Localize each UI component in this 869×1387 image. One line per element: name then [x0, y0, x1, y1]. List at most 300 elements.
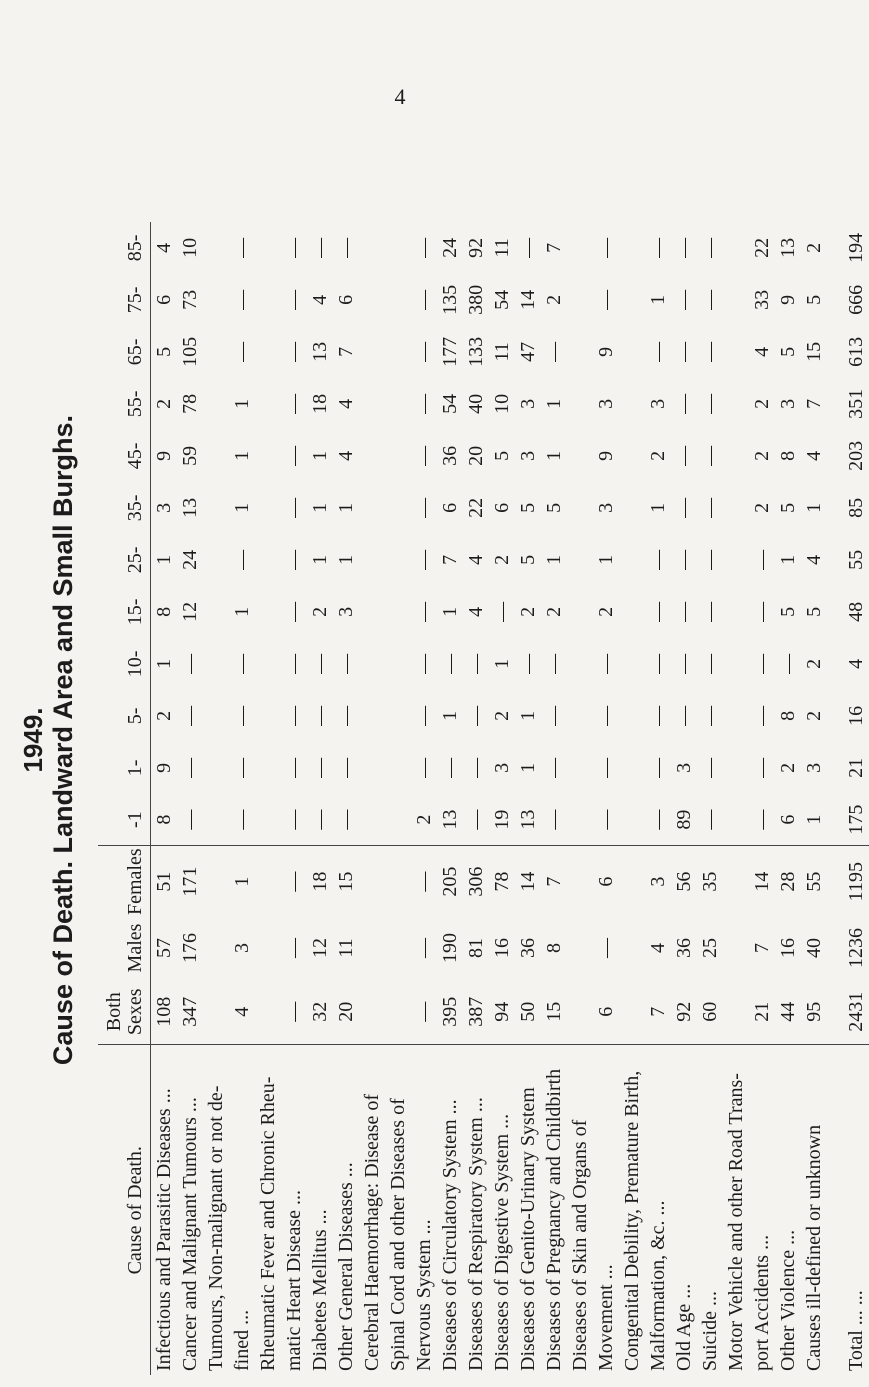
column-header: 5-	[98, 690, 151, 742]
total-cell: 16	[845, 705, 867, 726]
value-cell: —	[465, 757, 487, 778]
value-cell: 4	[647, 943, 669, 953]
value-cell: —	[335, 757, 357, 778]
value-cell: —	[595, 757, 617, 778]
value-cell: 2	[491, 710, 513, 721]
value-cell: 9	[595, 450, 617, 461]
total-row	[827, 222, 869, 1375]
value-cell: 15	[333, 846, 359, 917]
value-cell: 13	[309, 341, 331, 362]
value-cell: —	[359, 846, 437, 917]
value-cell: 3	[517, 450, 539, 461]
value-cell: —	[439, 757, 461, 778]
cause-cell: Diabetes Mellitus ...	[307, 1045, 333, 1375]
value-cell: 2	[803, 242, 825, 253]
column-header: Males	[98, 917, 151, 979]
cause-cell: Rheumatic Fever and Chronic Rheu-matic Heart Disease ...	[255, 1045, 307, 1375]
value-cell: 7	[647, 1006, 669, 1017]
value-cell: —	[777, 653, 799, 674]
value-cell: 16	[777, 938, 799, 958]
value-cell: 94	[491, 1001, 513, 1022]
value-cell: 3	[673, 762, 695, 773]
value-cell: 4	[803, 450, 825, 461]
column-header: 75-	[98, 274, 151, 326]
value-cell: 2	[413, 814, 435, 825]
value-cell: 5	[777, 606, 799, 617]
title-block	[18, 105, 80, 1375]
table-row	[541, 222, 567, 1375]
value-cell: 1	[203, 846, 255, 917]
value-cell: —	[335, 653, 357, 674]
value-cell: —	[231, 809, 253, 830]
total-cell: 351	[845, 388, 867, 419]
value-cell: —	[231, 341, 253, 362]
value-cell: —	[673, 289, 695, 310]
value-cell: —	[699, 549, 721, 570]
value-cell: 2	[595, 606, 617, 617]
value-cell: 1	[543, 398, 565, 409]
value-cell: —	[255, 846, 307, 917]
value-cell: 4	[751, 346, 773, 357]
value-cell: 1	[231, 606, 253, 617]
cause-cell: Diseases of Circulatory System ...	[437, 1045, 463, 1375]
value-cell: —	[595, 705, 617, 726]
value-cell: 5	[517, 554, 539, 565]
column-header: 10-	[98, 638, 151, 690]
total-cell: 666	[845, 284, 867, 315]
value-cell: 105	[179, 336, 201, 367]
table-row	[619, 222, 671, 1375]
value-cell: 1	[543, 554, 565, 565]
value-cell: 4	[153, 242, 175, 253]
value-cell: 4	[803, 554, 825, 565]
total-cell: 85	[845, 497, 867, 518]
value-cell: —	[335, 809, 357, 830]
value-cell: 73	[179, 289, 201, 310]
value-cell: —	[543, 757, 565, 778]
value-cell: 5	[543, 502, 565, 513]
table-row	[463, 222, 489, 1375]
value-cell: —	[543, 705, 565, 726]
value-cell: —	[283, 549, 305, 570]
value-cell: 5	[803, 294, 825, 305]
value-cell: 3	[153, 502, 175, 513]
table-row	[515, 222, 541, 1375]
value-cell: —	[231, 757, 253, 778]
column-header: 35-	[98, 482, 151, 534]
total-cell: 194	[845, 232, 867, 263]
value-cell: 33	[751, 289, 773, 310]
cause-cell: Other General Diseases ...	[333, 1045, 359, 1375]
value-cell: 6	[335, 294, 357, 305]
table-row	[203, 222, 255, 1375]
value-cell: 8	[153, 814, 175, 825]
value-cell: 56	[671, 846, 697, 917]
value-cell: 81	[465, 938, 487, 958]
total-cell: 4	[845, 658, 867, 669]
value-cell: —	[595, 938, 617, 958]
value-cell: —	[413, 289, 435, 310]
value-cell: 3	[231, 943, 253, 953]
value-cell: 8	[777, 450, 799, 461]
value-cell: 135	[439, 284, 461, 315]
table-row	[489, 222, 515, 1375]
value-cell: —	[283, 653, 305, 674]
value-cell: 3	[777, 398, 799, 409]
value-cell: 1	[439, 710, 461, 721]
table-row	[307, 222, 333, 1375]
value-cell: 3	[491, 762, 513, 773]
value-cell: —	[699, 445, 721, 466]
value-cell: 2	[517, 606, 539, 617]
cause-cell: Cancer and Malignant Tumours ...	[177, 1045, 203, 1375]
value-cell: 7	[439, 554, 461, 565]
value-cell: —	[647, 601, 669, 622]
cause-cell: Diseases of Respiratory System ...	[463, 1045, 489, 1375]
value-cell: —	[751, 757, 773, 778]
total-cell: 175	[845, 804, 867, 835]
value-cell: —	[283, 1001, 305, 1022]
value-cell: —	[673, 497, 695, 518]
value-cell: 9	[153, 762, 175, 773]
value-cell: 9	[153, 450, 175, 461]
value-cell: 60	[699, 1001, 721, 1022]
value-cell: 1	[803, 814, 825, 825]
table-row	[567, 222, 619, 1375]
value-cell: —	[699, 757, 721, 778]
value-cell: 15	[543, 1001, 565, 1022]
total-cell: 1236	[845, 928, 867, 968]
cause-cell: Diseases of Genito-Urinary System	[515, 1045, 541, 1375]
value-cell: —	[283, 341, 305, 362]
value-cell: 2	[153, 398, 175, 409]
column-header: 1-	[98, 742, 151, 794]
value-cell: —	[595, 809, 617, 830]
value-cell: 20	[465, 445, 487, 466]
value-cell: —	[517, 653, 539, 674]
value-cell: 51	[151, 846, 178, 917]
value-cell: 108	[153, 996, 175, 1027]
cause-cell: Congenital Debility, Premature Birth, Malformation, &c. ...	[619, 1045, 671, 1375]
table-row	[437, 222, 463, 1375]
value-cell: 6	[777, 814, 799, 825]
title-year: 1949.	[18, 707, 48, 773]
value-cell: —	[413, 601, 435, 622]
value-cell: —	[543, 809, 565, 830]
total-cell: 1195	[827, 846, 869, 917]
value-cell: —	[335, 237, 357, 258]
column-header: 15-	[98, 586, 151, 638]
value-cell: 7	[803, 398, 825, 409]
value-cell: 6	[439, 502, 461, 513]
value-cell: —	[491, 601, 513, 622]
value-cell: —	[517, 237, 539, 258]
value-cell: —	[647, 705, 669, 726]
cause-cell: Causes ill-defined or unknown	[801, 1045, 827, 1375]
value-cell: —	[543, 653, 565, 674]
value-cell: 24	[179, 549, 201, 570]
page-number: 4	[394, 84, 406, 109]
value-cell: 57	[153, 938, 175, 958]
cause-cell: Diseases of Pregnancy and Childbirth	[541, 1045, 567, 1375]
value-cell: —	[699, 341, 721, 362]
cause-cell: Diseases of Digestive System ...	[489, 1045, 515, 1375]
value-cell: 7	[543, 242, 565, 253]
value-cell: 14	[517, 289, 539, 310]
value-cell: 5	[777, 502, 799, 513]
value-cell: —	[699, 497, 721, 518]
value-cell: —	[413, 938, 435, 958]
value-cell: 4	[309, 294, 331, 305]
value-cell: —	[309, 705, 331, 726]
value-cell: 171	[177, 846, 203, 917]
value-cell: —	[751, 601, 773, 622]
value-cell: 3	[803, 762, 825, 773]
value-cell: 16	[491, 938, 513, 958]
value-cell: 89	[673, 809, 695, 830]
value-cell: 1	[309, 554, 331, 565]
value-cell: —	[413, 445, 435, 466]
value-cell: 1	[543, 450, 565, 461]
value-cell: 78	[179, 393, 201, 414]
value-cell: 59	[179, 445, 201, 466]
value-cell: 1	[777, 554, 799, 565]
cause-cell: Suicide ...	[697, 1045, 723, 1375]
value-cell: —	[699, 705, 721, 726]
table-row	[775, 222, 801, 1375]
value-cell: 21	[751, 1001, 773, 1022]
value-cell: 9	[777, 294, 799, 305]
value-cell: —	[413, 1001, 435, 1022]
value-cell: 7	[335, 346, 357, 357]
value-cell: —	[283, 809, 305, 830]
value-cell: —	[595, 289, 617, 310]
table-row	[697, 222, 723, 1375]
cause-of-death-table	[98, 222, 869, 1375]
value-cell: —	[413, 237, 435, 258]
value-cell: 5	[517, 502, 539, 513]
value-cell: —	[673, 445, 695, 466]
value-cell: 1	[153, 554, 175, 565]
value-cell: —	[413, 497, 435, 518]
value-cell: 10	[179, 237, 201, 258]
value-cell: —	[699, 601, 721, 622]
value-cell: —	[283, 601, 305, 622]
value-cell: —	[413, 393, 435, 414]
value-cell: —	[595, 237, 617, 258]
value-cell: 95	[803, 1001, 825, 1022]
value-cell: 40	[803, 938, 825, 958]
value-cell: 14	[515, 846, 541, 917]
value-cell: —	[647, 757, 669, 778]
value-cell: 11	[491, 238, 513, 258]
value-cell: —	[699, 393, 721, 414]
total-label: Total ... ...	[827, 1045, 869, 1375]
value-cell: —	[673, 393, 695, 414]
value-cell: 347	[179, 996, 201, 1027]
cause-cell: Cerebral Haemorrhage: Disease of Spinal Cord and other Diseases of Nervous System ...	[359, 1045, 437, 1375]
value-cell: 13	[517, 809, 539, 830]
value-cell: 395	[439, 996, 461, 1027]
value-cell: —	[465, 809, 487, 830]
total-cell: 2431	[845, 991, 867, 1032]
column-header: Cause of Death.	[98, 1045, 151, 1375]
value-cell: 1	[335, 554, 357, 565]
value-cell: —	[751, 809, 773, 830]
value-cell: 18	[307, 846, 333, 917]
cause-cell: Infectious and Parasitic Diseases ...	[151, 1045, 178, 1375]
value-cell: —	[179, 705, 201, 726]
value-cell: —	[465, 653, 487, 674]
value-cell: 22	[751, 237, 773, 258]
column-header: 85-	[98, 222, 151, 274]
value-cell: 54	[439, 393, 461, 414]
value-cell: 18	[309, 393, 331, 414]
value-cell: —	[673, 549, 695, 570]
value-cell: —	[647, 341, 669, 362]
value-cell: 25	[699, 938, 721, 958]
value-cell: 55	[801, 846, 827, 917]
value-cell: 5	[777, 346, 799, 357]
value-cell: 1	[647, 294, 669, 305]
value-cell: 387	[465, 996, 487, 1027]
value-cell: 1	[309, 450, 331, 461]
value-cell: 4	[335, 450, 357, 461]
cause-cell: Old Age ...	[671, 1045, 697, 1375]
value-cell: 92	[465, 237, 487, 258]
value-cell: 2	[309, 606, 331, 617]
column-header: 45-	[98, 430, 151, 482]
value-cell: —	[751, 705, 773, 726]
value-cell: 22	[465, 497, 487, 518]
value-cell: 2	[543, 606, 565, 617]
value-cell: —	[231, 653, 253, 674]
value-cell: —	[673, 237, 695, 258]
value-cell: 190	[439, 933, 461, 963]
cause-cell: Motor Vehicle and other Road Trans-port Accidents ...	[723, 1045, 775, 1375]
value-cell: 78	[489, 846, 515, 917]
total-cell: 48	[845, 601, 867, 622]
value-cell: 1	[517, 762, 539, 773]
value-cell: 44	[777, 1001, 799, 1022]
value-cell: 1	[309, 502, 331, 513]
value-cell: 3	[595, 398, 617, 409]
value-cell: 3	[335, 606, 357, 617]
header-row	[98, 222, 151, 1375]
value-cell: 12	[309, 938, 331, 958]
value-cell: —	[283, 393, 305, 414]
value-cell: 7	[751, 943, 773, 953]
value-cell: —	[647, 809, 669, 830]
value-cell: 13	[777, 237, 799, 258]
value-cell: 3	[647, 398, 669, 409]
value-cell: —	[543, 341, 565, 362]
cause-cell: Tumours, Non-malignant or not de-fined ...	[203, 1045, 255, 1375]
value-cell: —	[699, 653, 721, 674]
value-cell: 2	[803, 710, 825, 721]
value-cell: 36	[439, 445, 461, 466]
table-row	[801, 222, 827, 1375]
column-header: Both Sexes	[98, 979, 151, 1045]
value-cell: 5	[491, 450, 513, 461]
table-row	[255, 222, 307, 1375]
value-cell: 1	[335, 502, 357, 513]
table-row	[723, 222, 775, 1375]
title-main: Cause of Death. Landward Area and Small Burghs.	[48, 414, 78, 1066]
value-cell: 306	[463, 846, 489, 917]
value-cell: 47	[517, 341, 539, 362]
value-cell: 3	[619, 846, 671, 917]
value-cell: —	[647, 549, 669, 570]
value-cell: —	[283, 237, 305, 258]
table-row	[359, 222, 437, 1375]
value-cell: 10	[491, 393, 513, 414]
value-cell: 4	[465, 606, 487, 617]
value-cell: 2	[751, 502, 773, 513]
total-cell: 203	[845, 440, 867, 471]
value-cell: 32	[309, 1001, 331, 1022]
value-cell: 92	[673, 1001, 695, 1022]
value-cell: —	[231, 289, 253, 310]
column-header: 25-	[98, 534, 151, 586]
value-cell: 4	[465, 554, 487, 565]
value-cell: 177	[439, 336, 461, 367]
value-cell: —	[751, 653, 773, 674]
value-cell: —	[413, 341, 435, 362]
total-cell: 613	[845, 336, 867, 367]
value-cell: —	[283, 938, 305, 958]
cause-cell: Diseases of Skin and Organs of Movement ...	[567, 1045, 619, 1375]
value-cell: 2	[777, 762, 799, 773]
column-header: 65-	[98, 326, 151, 378]
value-cell: —	[647, 653, 669, 674]
value-cell: —	[309, 653, 331, 674]
value-cell: 9	[595, 346, 617, 357]
value-cell: —	[751, 549, 773, 570]
value-cell: 35	[697, 846, 723, 917]
value-cell: —	[699, 289, 721, 310]
value-cell: —	[283, 497, 305, 518]
value-cell: 8	[153, 606, 175, 617]
value-cell: —	[413, 705, 435, 726]
value-cell: 6	[491, 502, 513, 513]
value-cell: —	[309, 757, 331, 778]
value-cell: 205	[437, 846, 463, 917]
value-cell: —	[283, 757, 305, 778]
value-cell: —	[309, 809, 331, 830]
value-cell: 8	[777, 710, 799, 721]
value-cell: 40	[465, 393, 487, 414]
column-header: Females	[98, 846, 151, 917]
value-cell: 36	[517, 938, 539, 958]
value-cell: 8	[543, 943, 565, 953]
column-header: 55-	[98, 378, 151, 430]
value-cell: —	[647, 237, 669, 258]
value-cell: 2	[647, 450, 669, 461]
value-cell: —	[283, 289, 305, 310]
value-cell: 3	[595, 502, 617, 513]
value-cell: 1	[439, 606, 461, 617]
value-cell: 1	[803, 502, 825, 513]
value-cell: 1	[647, 502, 669, 513]
value-cell: 5	[803, 606, 825, 617]
value-cell: —	[465, 705, 487, 726]
value-cell: —	[283, 445, 305, 466]
value-cell: 4	[231, 1006, 253, 1017]
value-cell: —	[673, 601, 695, 622]
value-cell: —	[673, 705, 695, 726]
value-cell: 2	[153, 710, 175, 721]
